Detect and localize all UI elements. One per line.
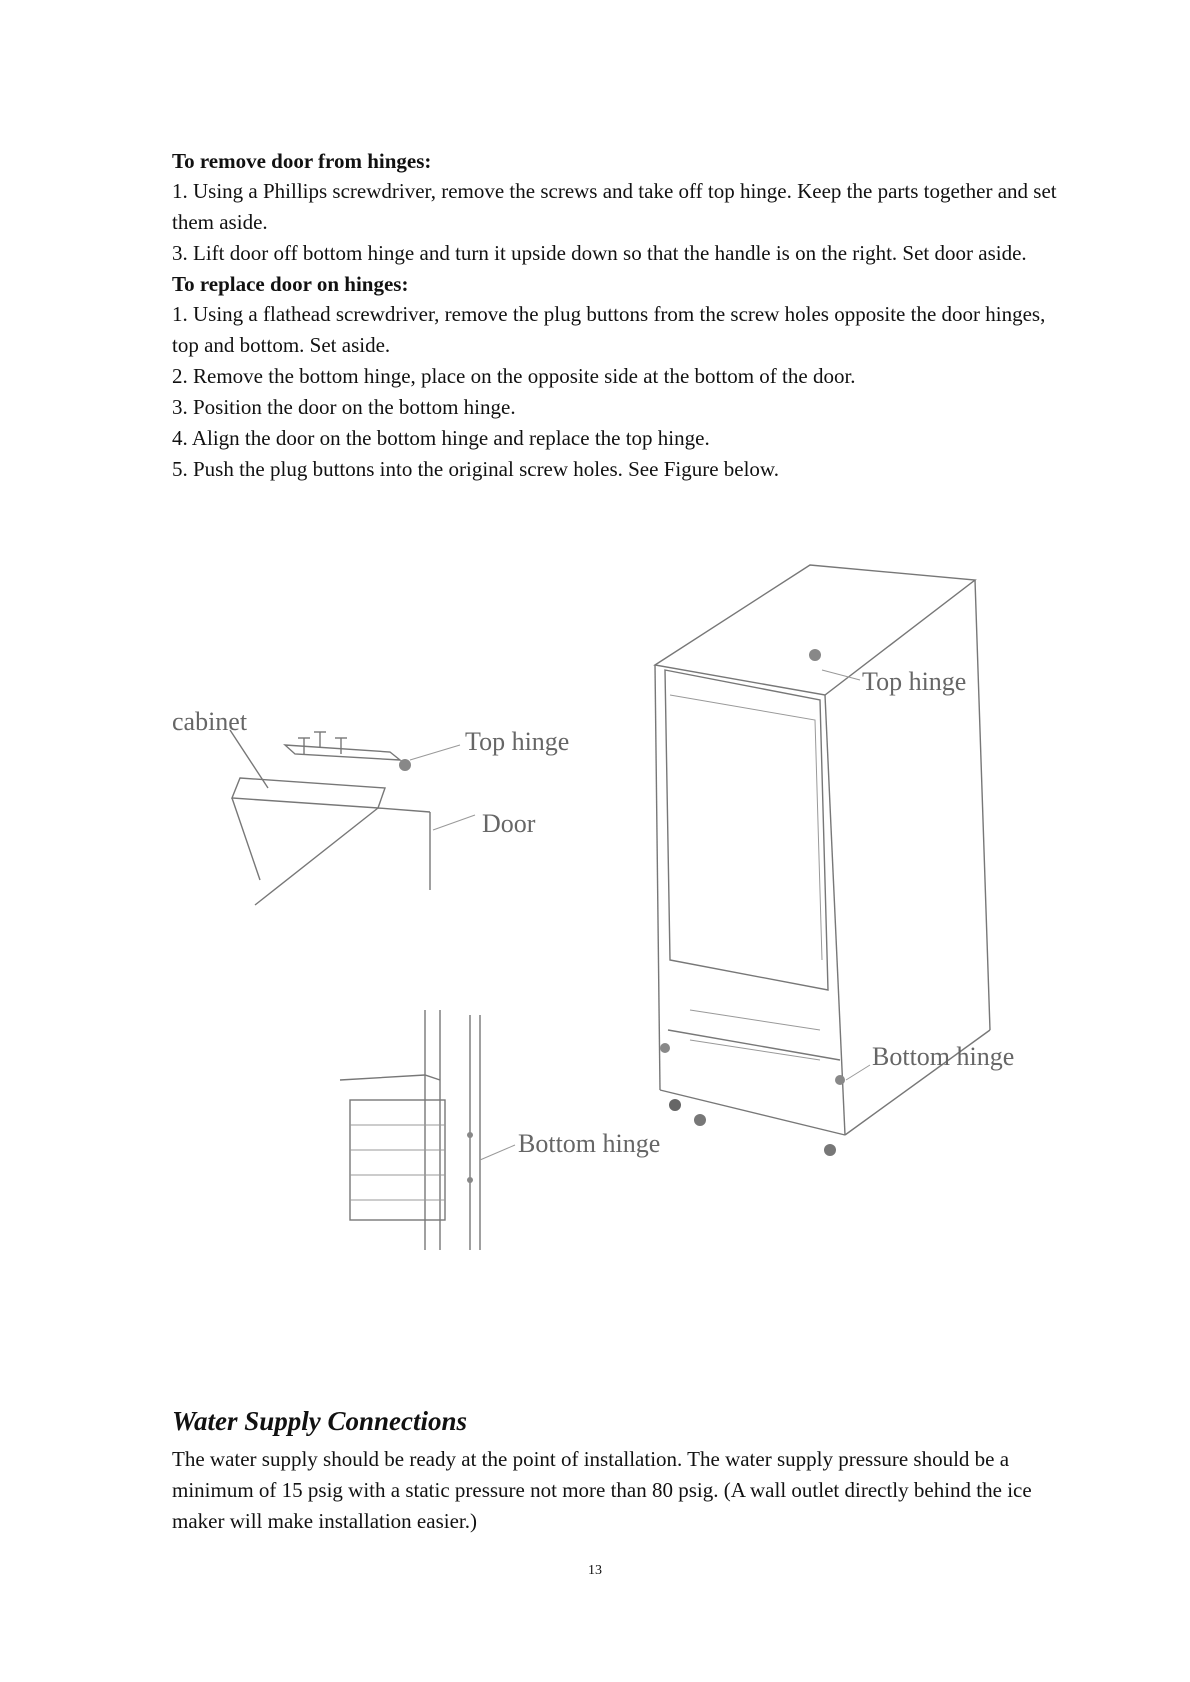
hinge-diagram bbox=[0, 560, 1190, 1280]
ice-maker-unit bbox=[655, 565, 1014, 1156]
label-top-hinge-unit: Top hinge bbox=[862, 667, 967, 696]
water-supply-section bbox=[172, 1444, 1072, 1537]
water-supply-paragraph: The water supply should be ready at the point of installation. The water supply pressure should be a minimum of 15 psig with a static pressure not more than 80 psig. (A wall outlet directly behind the ice maker will make installation easier.) bbox=[172, 1447, 1032, 1533]
replace-step-2: 2. Remove the bottom hinge, place on the opposite side at the bottom of the door. bbox=[172, 364, 856, 388]
top-hinge-detail bbox=[172, 707, 569, 905]
instructions-section bbox=[172, 146, 1072, 485]
page-number: 13 bbox=[588, 1563, 602, 1578]
water-supply-heading: Water Supply Connections bbox=[172, 1406, 468, 1436]
label-top-hinge-detail: Top hinge bbox=[465, 727, 570, 756]
hinge-reversal-figure bbox=[0, 560, 1190, 1280]
remove-step-3: 3. Lift door off bottom hinge and turn it upside down so that the handle is on the right. Set door aside. bbox=[172, 241, 1027, 265]
label-door: Door bbox=[482, 809, 536, 838]
replace-step-4: 4. Align the door on the bottom hinge and replace the top hinge. bbox=[172, 426, 710, 450]
replace-step-3: 3. Position the door on the bottom hinge. bbox=[172, 395, 516, 419]
bottom-hinge-detail bbox=[340, 1010, 660, 1250]
replace-step-5: 5. Push the plug buttons into the original screw holes. See Figure below. bbox=[172, 457, 779, 481]
label-bottom-hinge-detail: Bottom hinge bbox=[518, 1129, 661, 1158]
label-bottom-hinge-unit: Bottom hinge bbox=[872, 1042, 1015, 1071]
label-cabinet: cabinet bbox=[172, 707, 248, 736]
replace-door-heading: To replace door on hinges: bbox=[172, 272, 409, 296]
replace-step-1: 1. Using a flathead screwdriver, remove the plug buttons from the screw holes opposite the door hinges, top and bottom. Set aside. bbox=[172, 302, 1046, 357]
remove-step-1: 1. Using a Phillips screwdriver, remove the screws and take off top hinge. Keep the parts together and set them aside. bbox=[172, 179, 1057, 234]
remove-door-heading: To remove door from hinges: bbox=[172, 149, 432, 173]
